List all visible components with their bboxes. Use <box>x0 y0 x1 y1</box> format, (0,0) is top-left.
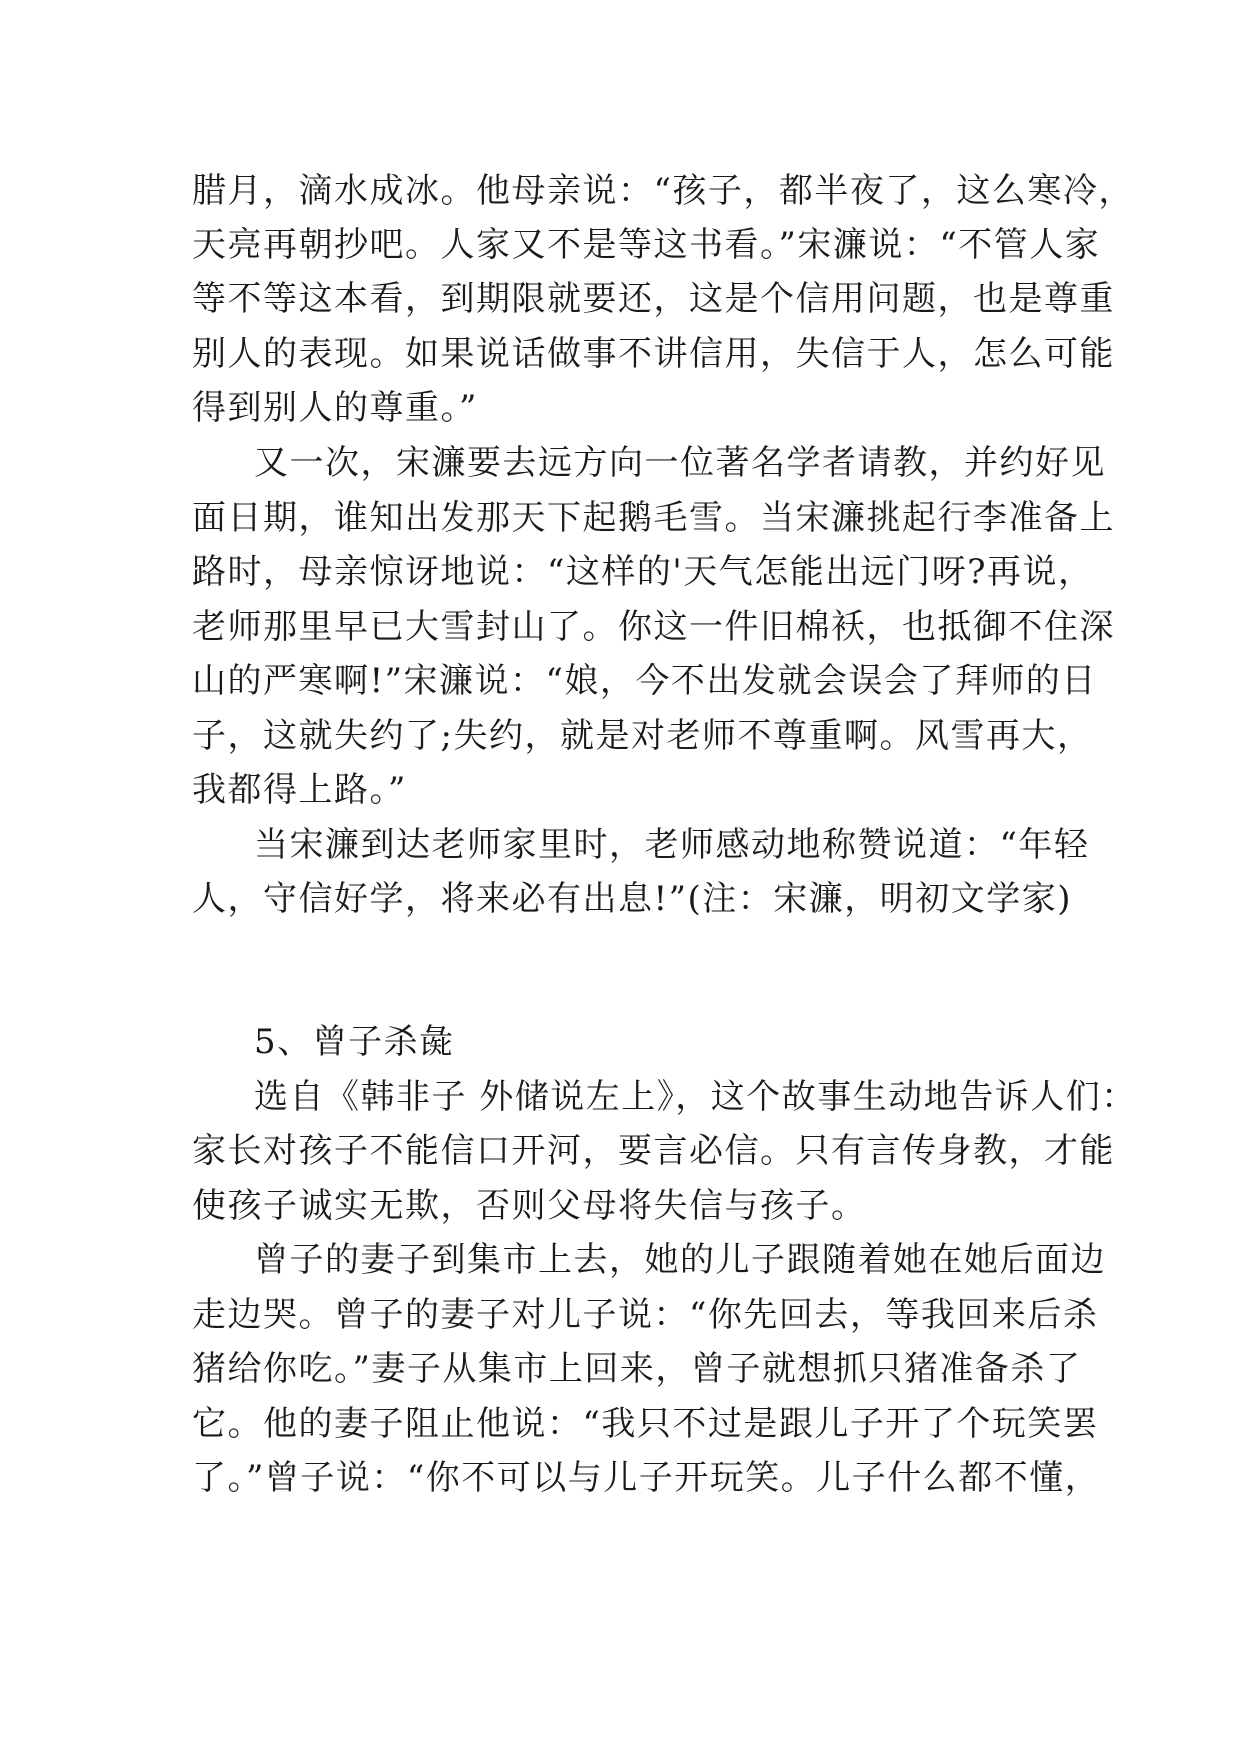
text-line: 别人的表现。如果说话做事不讲信用，失信于人，怎么可能 <box>192 334 1115 374</box>
text-line: 得到别人的尊重。” <box>192 388 478 428</box>
text-line: 老师那里早已大雪封山了。你这一件旧棉袄，也抵御不住深 <box>192 607 1115 647</box>
text-line: 子，这就失约了;失约，就是对老师不尊重啊。风雪再大， <box>192 716 1093 756</box>
text-line: 它。他的妻子阻止他说：“我只不过是跟儿子开了个玩笑罢 <box>192 1404 1099 1444</box>
text-line: 我都得上路。” <box>192 770 407 810</box>
text-line: 山的严寒啊!”宋濂说：“娘，今不出发就会误会了拜师的日 <box>192 661 1097 701</box>
text-line: 天亮再朝抄吧。人家又不是等这书看。”宋濂说：“不管人家 <box>192 225 1101 265</box>
text-line: 腊月，滴水成冰。他母亲说：“孩子，都半夜了，这么寒冷， <box>192 171 1134 211</box>
text-line: 使孩子诚实无欺，否则父母将失信与孩子。 <box>192 1186 867 1226</box>
text-line: 家长对孩子不能信口开河，要言必信。只有言传身教，才能 <box>192 1131 1115 1171</box>
text-line: 猪给你吃。”妻子从集市上回来，曾子就想抓只猪准备杀了 <box>192 1349 1082 1389</box>
paragraph-first-line: 选自《韩非子 外储说左上》，这个故事生动地告诉人们： <box>254 1077 1137 1117</box>
text-line: 面日期，谁知出发那天下起鹅毛雪。当宋濂挑起行李准备上 <box>192 498 1115 538</box>
text-line: 了。”曾子说：“你不可以与儿子开玩笑。儿子什么都不懂， <box>192 1458 1101 1498</box>
paragraph-first-line: 又一次，宋濂要去远方向一位著名学者请教，并约好见 <box>254 443 1106 483</box>
text-line: 走边哭。曾子的妻子对儿子说：“你先回去，等我回来后杀 <box>192 1295 1099 1335</box>
text-line: 人，守信好学，将来必有出息!”(注：宋濂，明初文学家) <box>192 879 1073 919</box>
paragraph-first-line: 当宋濂到达老师家里时，老师感动地称赞说道：“年轻 <box>254 825 1090 865</box>
text-line: 路时，母亲惊讶地说：“这样的'天气怎能出远门呀?再说， <box>192 552 1094 592</box>
paragraph-first-line: 曾子的妻子到集市上去，她的儿子跟随着她在她后面边 <box>254 1240 1106 1280</box>
text-line: 等不等这本看，到期限就要还，这是个信用问题，也是尊重 <box>192 279 1115 319</box>
section-heading: 5、曾子杀彘 <box>254 1022 455 1062</box>
